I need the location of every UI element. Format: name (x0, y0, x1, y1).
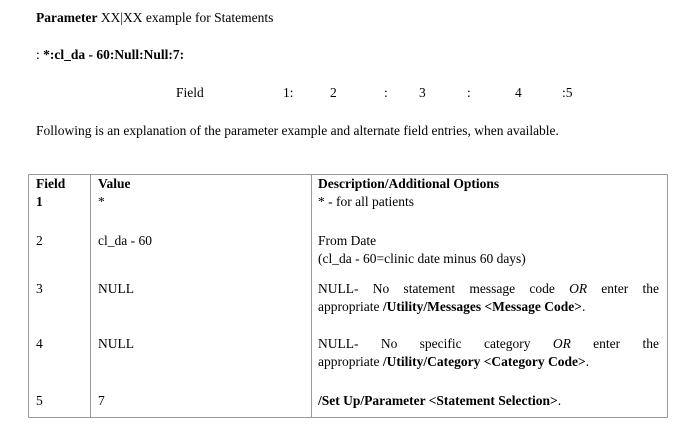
desc-text: NULL- No specific category (318, 335, 553, 351)
desc-menu-path: /Utility/Category <Category Code> (382, 353, 586, 369)
row-2-value: cl_da - 60 (91, 212, 312, 268)
row-2-description-line-1: From Date (318, 232, 377, 248)
field-row-sep-1: : (384, 85, 388, 100)
row-3-description (312, 268, 668, 323)
field-row-2: 2 (330, 85, 337, 100)
desc-text: . (557, 392, 562, 408)
desc-text: NULL- No statement message code (318, 280, 570, 296)
row-5-description (312, 380, 668, 418)
field-row-1: 1: (283, 85, 294, 100)
field-row-3: 3 (419, 85, 426, 100)
desc-text: . (585, 353, 590, 369)
desc-text: appropriate (318, 298, 383, 314)
row-2-description-line-2: (cl_da - 60=clinic date minus 60 days) (318, 250, 526, 266)
desc-or: OR (552, 335, 571, 351)
row-5-value: 7 (91, 380, 312, 418)
table-cell (91, 175, 312, 212)
row-1-field: 1 (36, 194, 43, 209)
desc-menu-path: /Utility/Messages <Message Code> (382, 298, 582, 314)
desc-text: . (581, 298, 586, 314)
row-1-description: * - for all patients (318, 194, 414, 209)
desc-text: appropriate (318, 353, 383, 369)
table-row (29, 380, 668, 418)
table-cell (312, 212, 668, 268)
row-1-value: * (98, 194, 105, 209)
table-row (29, 323, 668, 380)
table-row (29, 268, 668, 323)
row-4-value: NULL (91, 323, 312, 380)
header-description: Description/Additional Options (318, 176, 500, 191)
row-4-description-line-1 (318, 335, 659, 353)
field-row-label: Field (176, 85, 204, 100)
example-colon: : (36, 47, 44, 62)
desc-text: enter the (587, 280, 660, 296)
heading-rest: example for Statements (142, 10, 274, 25)
parameter-example (36, 47, 184, 63)
parameter-table (28, 174, 668, 418)
table-row (29, 212, 668, 268)
row-3-description-line-1 (318, 280, 659, 298)
header-field: Field (36, 176, 66, 191)
field-row-5: :5 (562, 85, 573, 100)
row-4-field: 4 (36, 335, 43, 351)
field-row-4: 4 (515, 85, 522, 100)
table-cell (29, 175, 91, 212)
header-value: Value (98, 176, 131, 191)
row-5-field: 5 (36, 392, 43, 408)
explanation-paragraph: Following is an explanation of the parameter example and alternate field entries, when available. (36, 123, 559, 138)
field-row-sep-2: : (467, 85, 471, 100)
example-value: *:cl_da - 60:Null:Null:7: (43, 47, 185, 62)
row-4-description (312, 323, 668, 380)
desc-or: OR (569, 280, 588, 296)
table-header-row (29, 175, 668, 212)
row-3-value: NULL (91, 268, 312, 323)
page-heading (36, 10, 273, 26)
row-2-field: 2 (36, 232, 43, 248)
desc-menu-path: /Set Up/Parameter <Statement Selection> (318, 392, 558, 408)
heading-code: XX|XX (100, 10, 143, 25)
table-cell (312, 175, 668, 212)
desc-text: enter the (570, 335, 659, 351)
row-3-field: 3 (36, 280, 43, 296)
heading-prefix: Parameter (36, 10, 98, 25)
